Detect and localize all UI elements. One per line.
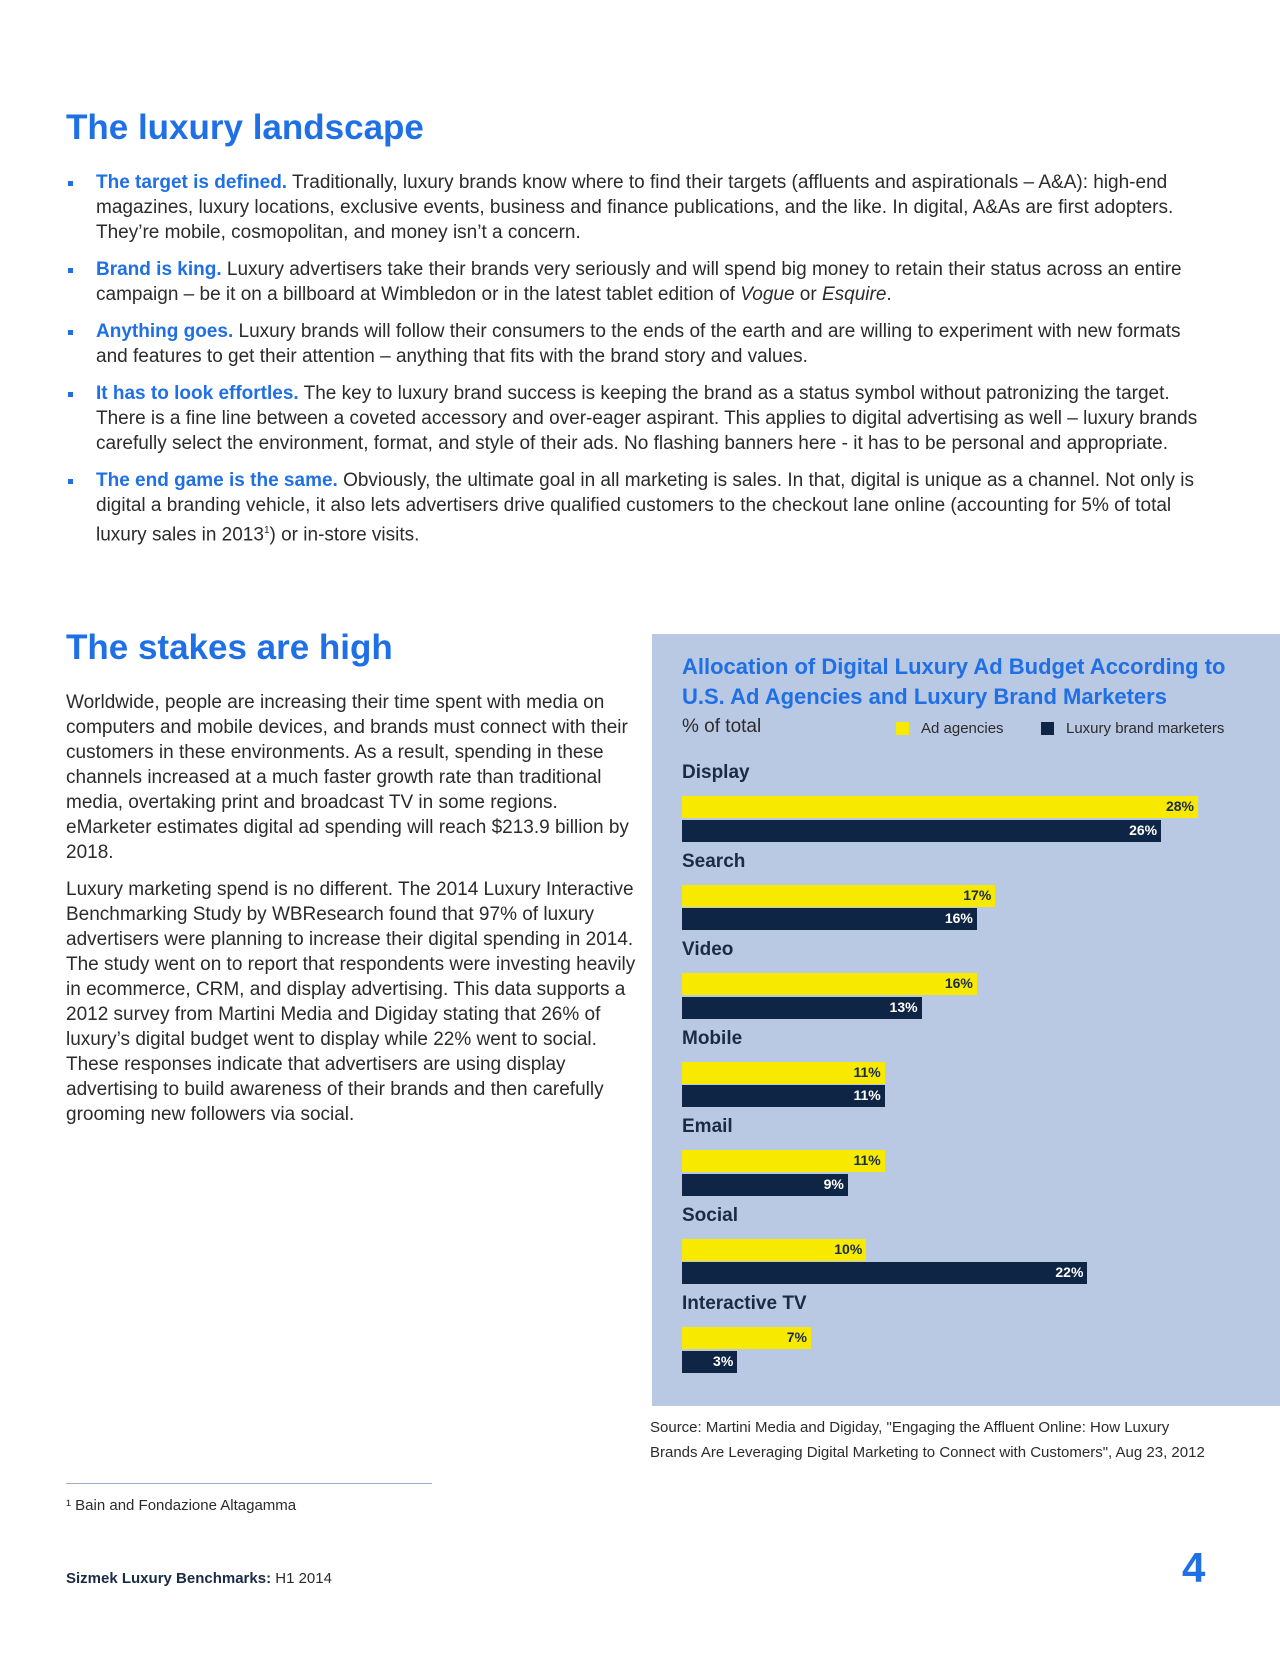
page-number: 4 (1182, 1544, 1206, 1591)
bullet-text: Luxury advertisers take their brands very seriously and will spend big money to retain their status across an entire campaign – be it on a billboard at Wimbledon or in the latest tablet edition of (96, 259, 1182, 305)
section-title-stakes: The stakes are high (66, 628, 393, 667)
stakes-body (66, 690, 636, 1139)
category-label: Interactive TV (682, 1293, 807, 1314)
bullet-lead: Brand is king. (96, 259, 222, 280)
list-item (66, 381, 1216, 456)
bullet-text: . (886, 284, 892, 305)
data-label: 22% (1055, 1264, 1084, 1280)
chart-bars (652, 634, 1280, 1406)
luxury-landscape-list (66, 170, 1216, 559)
footer-brand: Sizmek Luxury Benchmarks: (66, 1570, 272, 1587)
data-label: 17% (963, 886, 992, 903)
chart-unit-label: % of total (682, 716, 762, 737)
bar-brand-marketers (682, 997, 922, 1019)
data-label: 26% (1129, 821, 1158, 838)
data-label: 11% (853, 1152, 881, 1168)
bar-ad-agencies (682, 885, 995, 907)
data-label: 9% (823, 1175, 844, 1192)
list-item (66, 319, 1216, 369)
bullet-marker-icon (68, 479, 73, 484)
bar-ad-agencies (682, 1150, 885, 1172)
bullet-marker-icon (68, 392, 73, 397)
bullet-text: Traditionally, luxury brands know where to find their targets (affluents and aspirationals – A&A): high-end magazines, luxury locations, exclusive events, business and finance publications, and the like. In digital, A&As are first adopters. They’re mobile, cosmopolitan, and money isn’t a concern. (96, 172, 1174, 243)
bullet-lead: The end game is the same. (96, 470, 338, 491)
section-title-luxury-landscape: The luxury landscape (66, 108, 424, 147)
category-label: Display (682, 762, 750, 783)
bullet-lead: The target is defined. (96, 172, 288, 193)
legend-label: Ad agencies (921, 720, 1004, 737)
data-label: 7% (786, 1329, 807, 1345)
bullet-text: Luxury brands will follow their consumers to the ends of the earth and are willing to experiment with new formats and features to get their attention – anything that fits with the brand story and values. (96, 321, 1181, 367)
legend-label: Luxury brand marketers (1066, 720, 1225, 737)
footer (66, 1570, 332, 1587)
bar-brand-marketers (682, 908, 977, 930)
bullet-lead: It has to look effortles. (96, 383, 299, 404)
bullet-italic: Vogue (740, 284, 795, 305)
list-item (66, 257, 1216, 307)
bullet-marker-icon (68, 268, 73, 273)
paragraph: Worldwide, people are increasing their time spent with media on computers and mobile devices, and brands must connect with their customers in these environments. As a result, spending in these channels increased at a much faster growth rate than traditional media, overtaking print and broadcast TV in some regions. eMarketer estimates digital ad spending will reach $213.9 billion by 2018. (66, 692, 629, 863)
chart-title: Allocation of Digital Luxury Ad Budget According to U.S. Ad Agencies and Luxury Brand Marketers (682, 654, 1226, 709)
bar-brand-marketers (682, 1085, 885, 1107)
bar-ad-agencies (682, 1239, 866, 1261)
bar-ad-agencies (682, 1327, 811, 1349)
bar-ad-agencies (682, 1062, 885, 1084)
bar-brand-marketers (682, 820, 1161, 842)
category-label: Search (682, 850, 746, 872)
category-label: Mobile (682, 1027, 743, 1049)
category-label: Social (682, 1204, 738, 1226)
data-label: 11% (853, 1063, 881, 1080)
budget-allocation-chart (652, 634, 1280, 1406)
data-label: 13% (889, 998, 918, 1015)
bullet-marker-icon (68, 330, 73, 335)
bar-brand-marketers (682, 1351, 737, 1373)
category-label: Video (682, 939, 734, 960)
bullet-marker-icon (68, 181, 73, 186)
footer-period: H1 2014 (271, 1570, 332, 1587)
list-item (66, 468, 1216, 547)
data-label: 16% (944, 910, 973, 926)
bullet-text: The key to luxury brand success is keeping the brand as a status symbol without patronizing the target. There is a fine line between a coveted accessory and over-eager aspirant. This applies to digital advertising as well – luxury brands carefully select the environment, format, and style of their ads. No flashing banners here - it has to be personal and appropriate. (96, 383, 1198, 454)
bullet-lead: Anything goes. (96, 321, 234, 342)
footnote-divider (66, 1483, 432, 1484)
data-label: 16% (944, 975, 973, 991)
chart-source: Source: Martini Media and Digiday, "Engaging the Affluent Online: How Luxury Brands Are Leveraging Digital Marketing to Connect with Customers", Aug 23, 2012 (650, 1419, 1205, 1461)
bullet-text: or (794, 284, 822, 305)
data-label: 28% (1165, 798, 1194, 814)
footnote: ¹ Bain and Fondazione Altagamma (66, 1497, 297, 1514)
bar-brand-marketers (682, 1262, 1087, 1284)
bullet-italic: Esquire (821, 284, 887, 305)
bar-ad-agencies (682, 796, 1198, 818)
category-label: Email (682, 1116, 733, 1137)
data-label: 3% (713, 1352, 734, 1369)
bullet-text: Obviously, the ultimate goal in all marketing is sales. In that, digital is unique as a channel. Not only is digital a branding vehicle, it also lets advertisers drive qualified customers to the checkout lane online (accounting for 5% of total luxury sales in 2013 (96, 470, 1194, 546)
footnote-ref: 1 (263, 525, 270, 536)
list-item (66, 170, 1216, 245)
bar-ad-agencies (682, 973, 977, 995)
paragraph: Luxury marketing spend is no different. The 2014 Luxury Interactive Benchmarking Study by WBResearch found that 97% of luxury advertisers were planning to increase their digital spending in 2014. The study went on to report that respondents were investing heavily in ecommerce, CRM, and display advertising. This data supports a 2012 survey from Martini Media and Digiday stating that 26% of luxury’s digital budget went to display while 22% went to social. These responses indicate that advertisers are using display advertising to build awareness of their brands and then carefully grooming new followers via social. (66, 879, 636, 1125)
data-label: 11% (853, 1087, 881, 1103)
bar-brand-marketers (682, 1174, 848, 1196)
bullet-text: ) or in-store visits. (269, 524, 420, 546)
data-label: 10% (834, 1240, 863, 1257)
